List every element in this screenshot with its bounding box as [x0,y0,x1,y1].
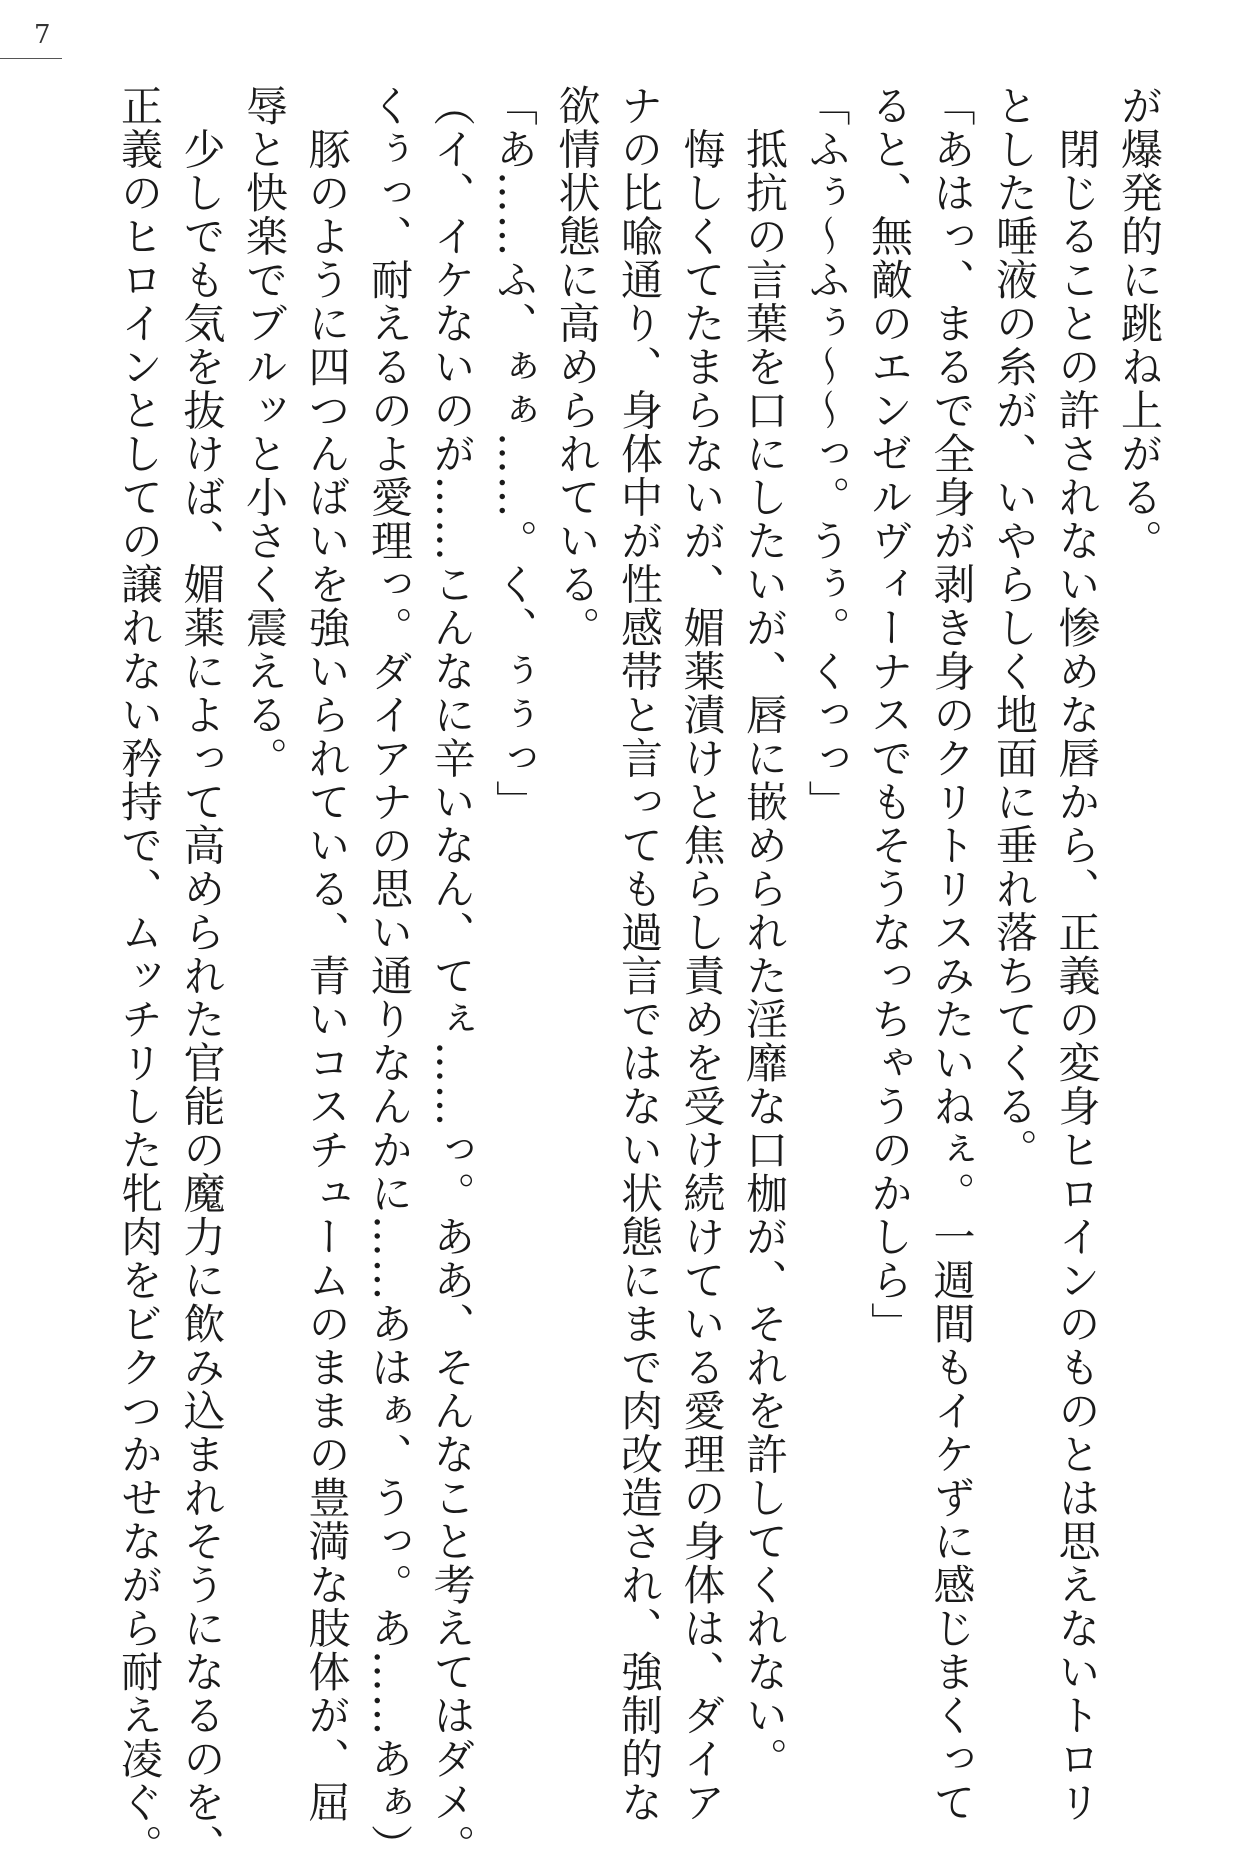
text-line: 「ふぅ〜ふぅ〜〜っ。うぅ。くっっ」 [802,84,852,824]
body-text [108,84,1171,1868]
text-line: くぅっ、耐えるのよ愛理っ。ダイアナの思い通りなんかに……あはぁ、うっ。あ……あぁ） [365,84,414,1868]
text-line: 欲情状態に高められている。 [552,84,602,650]
text-line: 抵抗の言葉を口にしたいが、唇に嵌められた淫靡な口枷が、それを許してくれない。 [740,84,789,1781]
text-line: 辱と快楽でブルッと小さく震える。 [240,84,289,780]
text-line: ると、無敵のエンゼルヴィーナスでもそうなっちゃうのかしら」 [865,84,914,1346]
text-line: 「あはっ、まるで全身が剥き身のクリトリスみたいねぇ。一週間もイケずに感じまくって [927,84,977,1824]
text-line: （イ、イケないのが……こんなに辛いなん、てぇ……っ。ああ、そんなこと考えてはダメ。 [427,84,477,1868]
text-line: が爆発的に跳ね上がる。 [1115,84,1164,563]
text-line: 閉じることの許されない惨めな唇から、正義の変身ヒロインのものとは思えないトロリ [1052,84,1102,1824]
text-line: 豚のように四つんばいを強いられている、青いコスチュームのままの豊満な肢体が、屈 [302,84,352,1824]
text-line: 悔しくてたまらないが、媚薬漬けと焦らし責めを受け続けている愛理の身体は、ダイア [677,84,727,1824]
page-number: 7 [34,20,51,50]
text-line: ナの比喩通り、身体中が性感帯と言っても過言ではない状態にまで肉改造され、強制的な [615,84,664,1824]
text-line: 少しでも気を抜けば、媚薬によって高められた官能の魔力に飲み込まれそうになるのを、 [177,84,227,1868]
text-line: とした唾液の糸が、いやらしく地面に垂れ落ちてくる。 [990,84,1039,1172]
text-line: 「あ……ふ、ぁぁ……。く、ぅぅっ」 [490,84,539,824]
header-rule [0,58,62,59]
text-line: 正義のヒロインとしての譲れない矜持で、ムッチリした牝肉をビクつかせながら耐え凌ぐ。 [115,84,164,1868]
